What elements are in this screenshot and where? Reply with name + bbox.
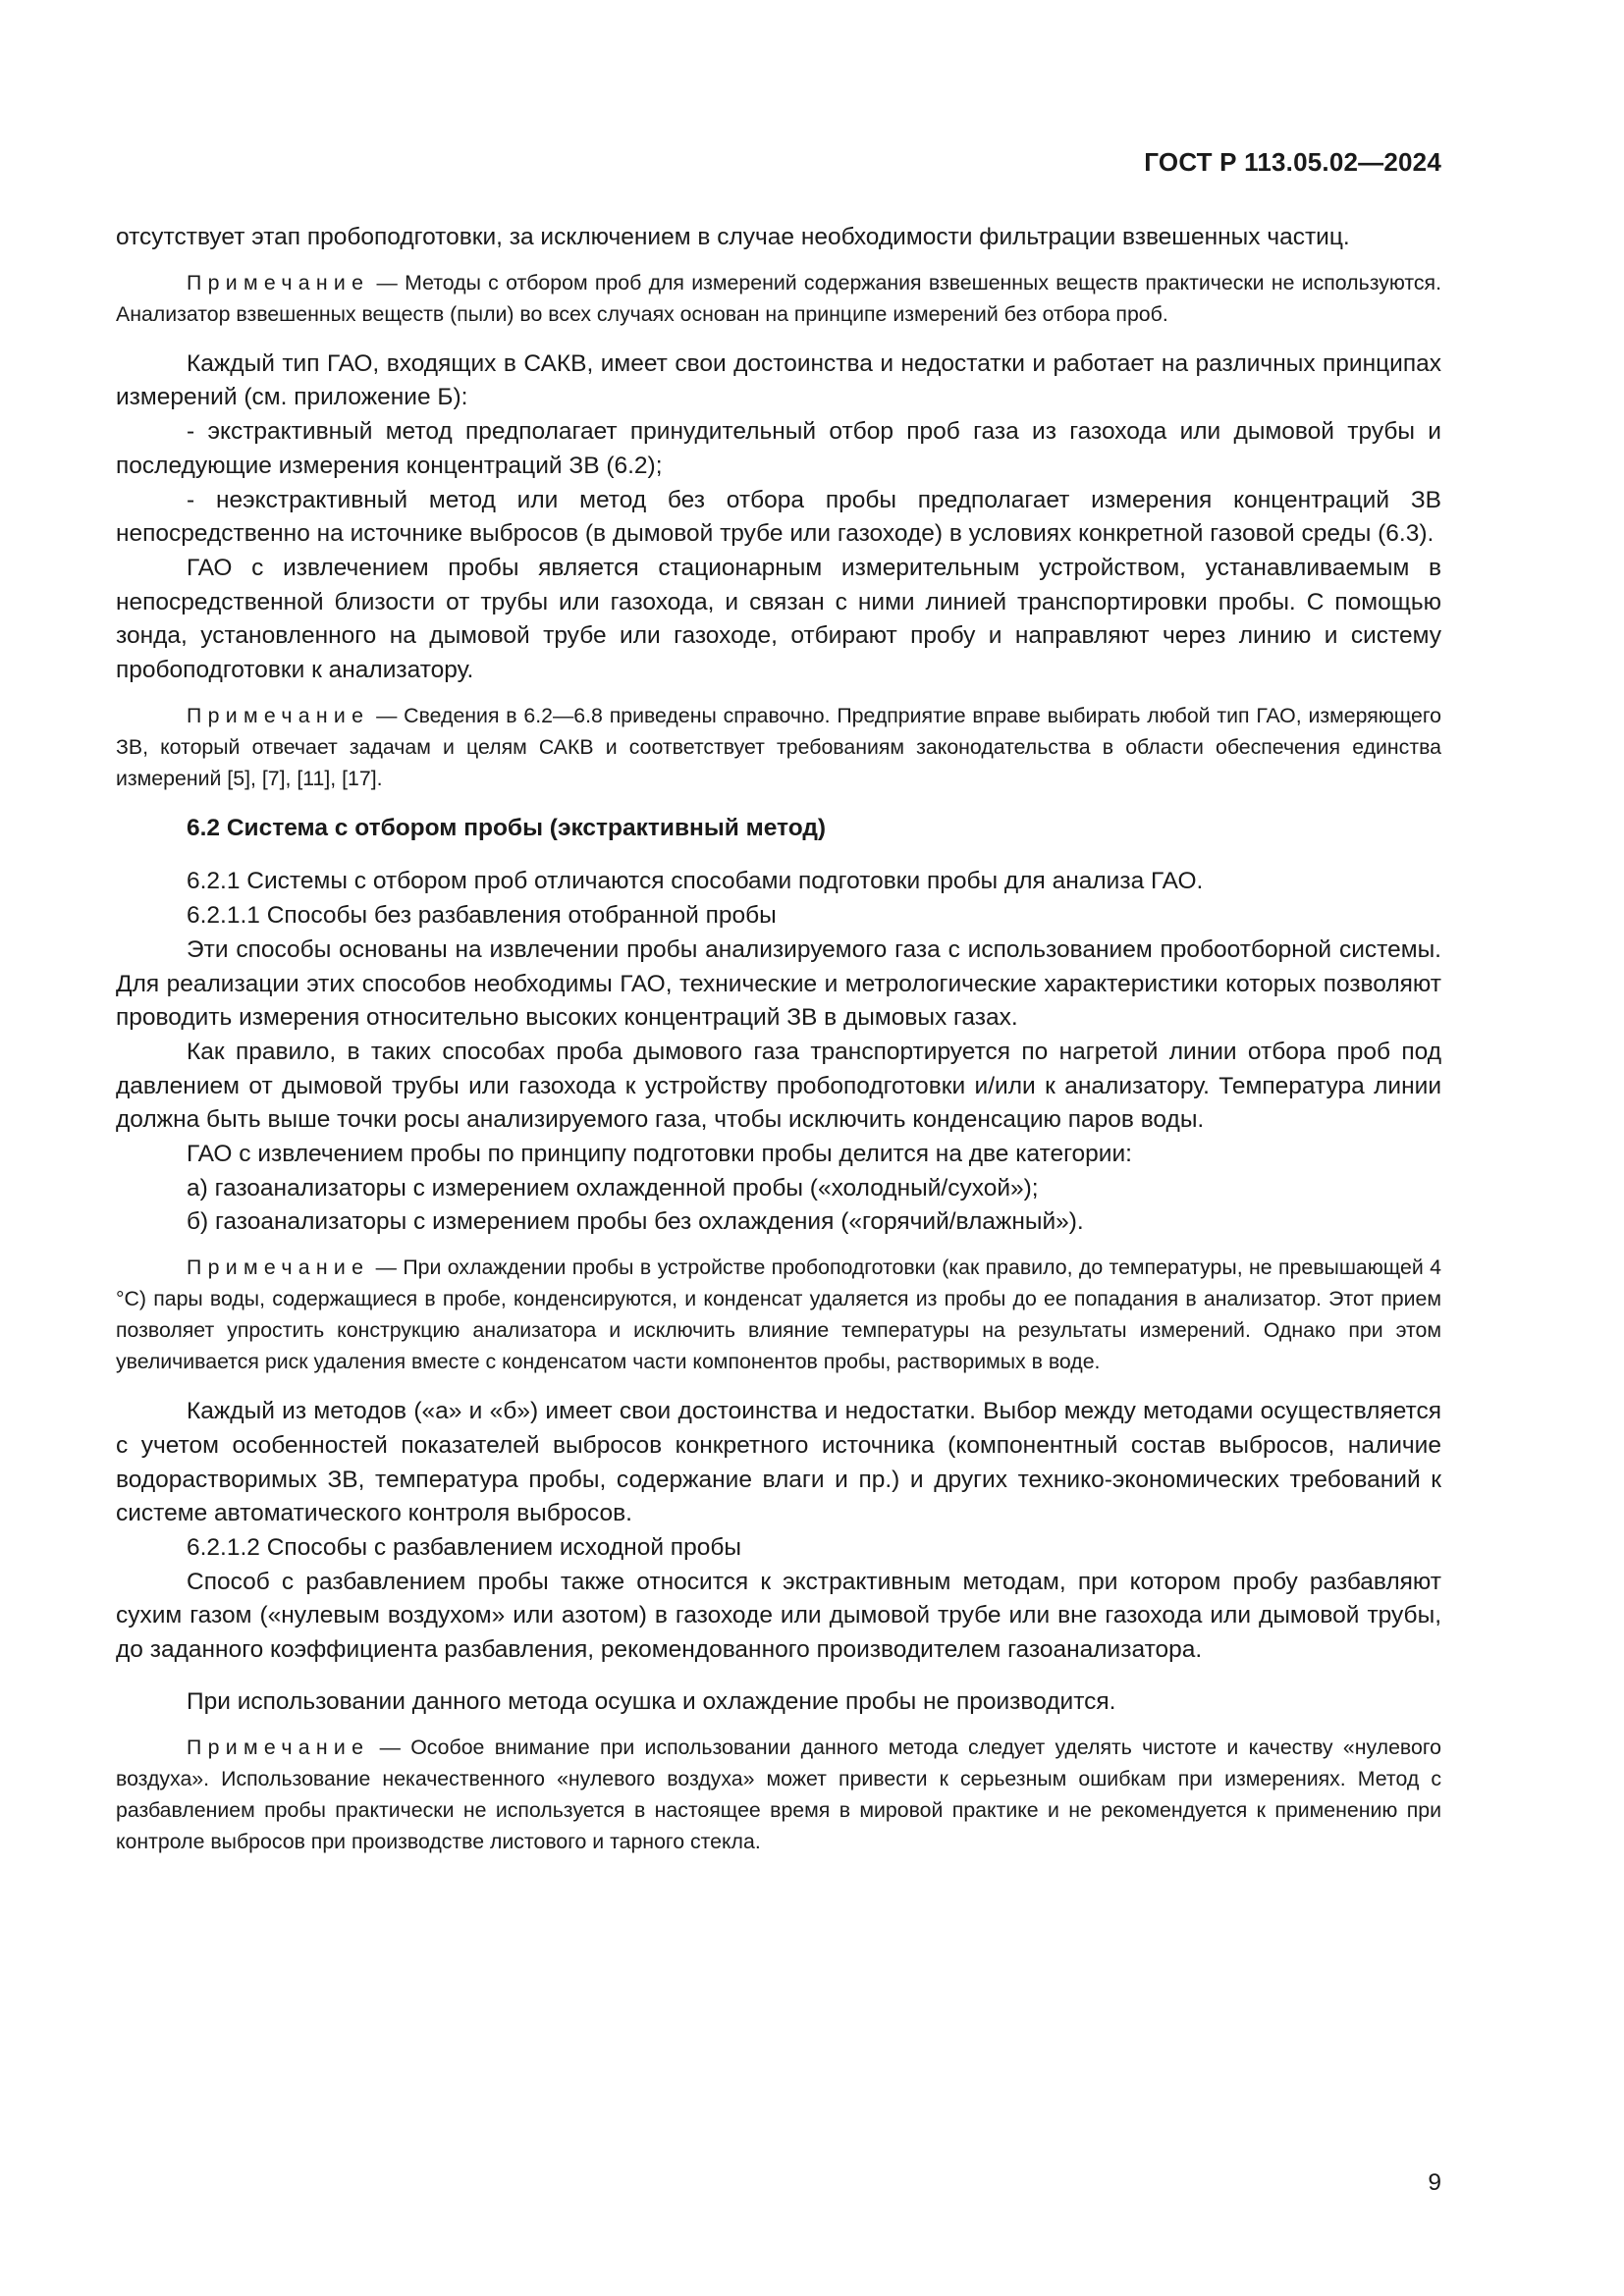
paragraph: Способ с разбавлением пробы также относится к экстрактивным методам, при котором пробу разбавляют сухим газом («нулевым воздухом» или азотом) в газоходе или дымовой трубе или вне газохода или дымовой трубы, до заданного коэффициента разбавления, рекомендованного производителем газоанализатора. (116, 1568, 1441, 1664)
paragraph: Каждый тип ГАО, входящих в САКВ, имеет свои достоинства и недостатки и работает на различных принципах измерений (см. приложение Б): (116, 349, 1441, 411)
paragraph: ГАО с извлечением пробы по принципу подготовки пробы делится на две категории: (187, 1141, 1132, 1168)
paragraph: Эти способы основаны на извлечении пробы анализируемого газа с использованием пробоотборной системы. Для реализации этих способов необходимы ГАО, технические и метрологические характеристики которых позволяют проводить измерения относительно высоких концентраций ЗВ в дымовых газах. (116, 935, 1441, 1032)
document-body (116, 221, 1441, 1875)
list-item: - экстрактивный метод предполагает принудительный отбор проб газа из газохода или дымовой трубы и последующие измерения концентраций ЗВ (6.2); (116, 418, 1441, 479)
note-label: Примечание (187, 1255, 370, 1280)
note-text: — При охлаждении пробы в устройстве пробоподготовки (как правило, до температуры, не превышающей 4 °C) пары воды, содержащиеся в пробе, конденсируются, и конденсат удаляется из пробы до ее попадания в анализатор. Этот прием позволяет упростить конструкцию анализатора и исключить влияние температуры на результаты измерений. Однако при этом увеличивается риск удаления вместе с конденсатом части компонентов пробы, растворимых в воде. (116, 1255, 1441, 1374)
paragraph: ГАО с извлечением пробы является стационарным измерительным устройством, устанавливаемым в непосредственной близости от трубы или газохода, и связан с ними линией транспортировки пробы. С помощью зонда, установленного на дымовой трубе или газоходе, отбирают пробу и направляют через линию и систему пробоподготовки к анализатору. (116, 554, 1441, 684)
section-heading: 6.2 Система с отбором пробы (экстрактивный метод) (187, 814, 827, 841)
document-header-id: ГОСТ Р 113.05.02—2024 (1144, 147, 1441, 177)
paragraph: отсутствует этап пробоподготовки, за исключением в случае необходимости фильтрации взвешенных частиц. (116, 224, 1350, 250)
list-item: - неэкстрактивный метод или метод без отбора пробы предполагает измерения концентраций ЗВ непосредственно на источнике выбросов (в дымовой трубе или газоходе) в условиях конкретной газовой среды (6.3). (116, 486, 1441, 548)
subsection-title: 6.2.1.2 Способы с разбавлением исходной пробы (187, 1533, 741, 1561)
list-item: а) газоанализаторы с измерением охлажденной пробы («холодный/сухой»); (187, 1174, 1039, 1201)
note-text: — Сведения в 6.2—6.8 приведены справочно. Предприятие вправе выбирать любой тип ГАО, измеряющего ЗВ, который отвечает задачам и целям САКВ и соответствует требованиям законодательства в области обеспечения единства измерений [5], [7], [11], [17]. (116, 703, 1441, 790)
page-number: 9 (1428, 2169, 1441, 2196)
document-page (116, 147, 1441, 2258)
note (116, 700, 1441, 794)
note-label: Примечание (187, 270, 370, 294)
note (116, 1732, 1441, 1857)
note (116, 1252, 1441, 1377)
paragraph: 6.2.1 Системы с отбором проб отличаются способами подготовки пробы для анализа ГАО. (187, 868, 1204, 895)
note-text: — Особое внимание при использовании данного метода следует уделять чистоте и качеству «нулевого воздуха». Использование некачественного «нулевого воздуха» может привести к серьезным ошибкам при измерениях. Метод с разбавлением пробы практически не используется в настоящее время в мировой практике и не рекомендуется к применению при контроле выбросов при производстве листового и тарного стекла. (116, 1735, 1441, 1853)
note-label: Примечание (187, 703, 370, 727)
paragraph: Каждый из методов («а» и «б») имеет свои достоинства и недостатки. Выбор между методами осуществляется с учетом особенностей показателей выбросов конкретного источника (компонентный состав выбросов, наличие водорастворимых ЗВ, температура пробы, содержание влаги и пр.) и других технико-экономических требований к системе автоматического контроля выбросов. (116, 1398, 1441, 1527)
subsection-title: 6.2.1.1 Способы без разбавления отобранной пробы (187, 902, 777, 930)
note (116, 267, 1441, 330)
note-label: Примечание (187, 1735, 370, 1759)
list-item: б) газоанализаторы с измерением пробы без охлаждения («горячий/влажный»). (187, 1208, 1084, 1236)
paragraph: Как правило, в таких способах проба дымового газа транспортируется по нагретой линии отбора проб под давлением от дымовой трубы или газохода к устройству пробоподготовки и/или к анализатору. Температура линии должна быть выше точки росы анализируемого газа, чтобы исключить конденсацию паров воды. (116, 1038, 1441, 1134)
paragraph: При использовании данного метода осушка и охлаждение пробы не производится. (187, 1687, 1116, 1715)
note-text: — Методы с отбором проб для измерений содержания взвешенных веществ практически не используются. Анализатор взвешенных веществ (пыли) во всех случаях основан на принципе измерений без отбора проб. (116, 270, 1441, 326)
